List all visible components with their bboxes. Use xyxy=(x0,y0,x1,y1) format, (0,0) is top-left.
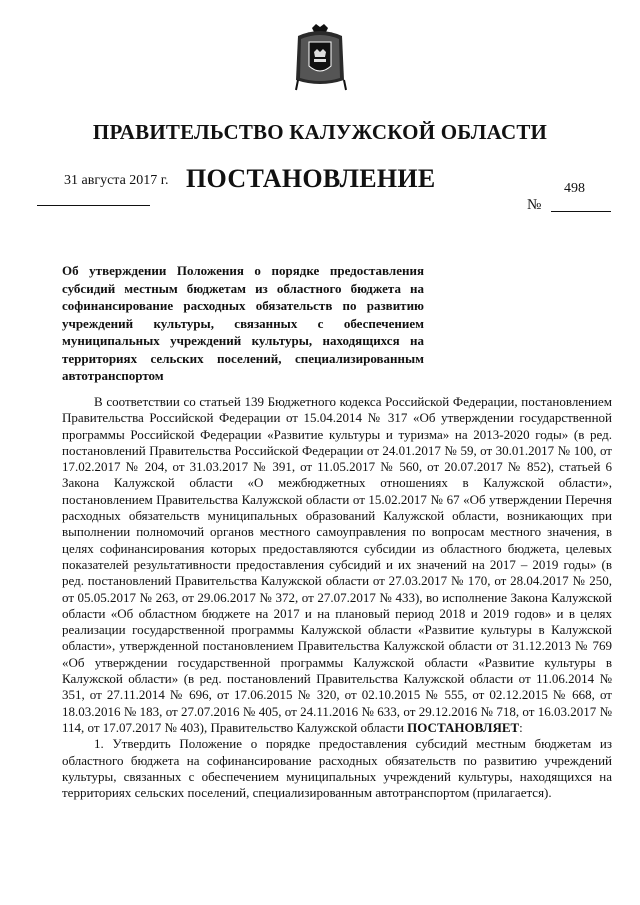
decree-word: ПОСТАНОВЛЯЕТ xyxy=(407,719,520,735)
number-underline xyxy=(551,211,611,212)
date-underline xyxy=(37,205,150,206)
document-kind-title: ПОСТАНОВЛЕНИЕ xyxy=(186,164,436,193)
document-date: 31 августа 2017 г. xyxy=(64,173,169,188)
document-body xyxy=(62,394,612,801)
number-sign: № xyxy=(527,197,542,213)
body-paragraph xyxy=(62,394,612,736)
decree-colon: : xyxy=(519,719,523,735)
document-number: 498 xyxy=(564,181,585,196)
government-title: ПРАВИТЕЛЬСТВО КАЛУЖСКОЙ ОБЛАСТИ xyxy=(92,120,548,144)
body-paragraph: 1. Утвердить Положение о порядке предоставления субсидий местным бюджетам из областного бюджета на софинансирование расходных обязательств по развитию учреждений культуры, связанных с обеспечением муниципальных учреждений культуры, находящихся на территориях сельских поселений, специализированным автотранспортом (прилагается). xyxy=(62,736,612,801)
coat-of-arms-icon xyxy=(290,22,350,92)
document-subject: Об утверждении Положения о порядке предоставления субсидий местным бюджетам из областного бюджета на софинансирование расходных обязательств по развитию учреждений культуры, связанных с обеспечением муниципальных учреждений культуры, находящихся на территориях сельских поселений, специализированным автотранспортом xyxy=(62,263,424,383)
preamble-text: В соответствии со статьей 139 Бюджетного кодекса Российской Федерации, постановлением Правительства Российской Федерации от 15.04.2014 № 317 «Об утверждении государственной программы Российской Федерации «Развитие культуры и туризма» на 2013-2020 годы» (в ред. постановлений Правительства Российской Федерации от 24.01.2017 № 59, от 30.01.2017 № 100, от 17.02.2017 № 204, от 31.03.2017 № 391, от 11.05.2017 № 560, от 20.07.2017 № 852), статьей 6 Закона Калужской области «О межбюджетных отношениях в Калужской области», постановлением Правительства Калужской области от 15.02.2017 № 67 «Об утверждении Перечня расходных обязательств муниципальных образований Калужской области, возникающих при выполнении полномочий органов местного самоуправления по вопросам местного значения, в целях софинансирования которых предоставляются субсидии из областного бюджета, целевых показателей результативности предоставления субсидий и их значений на 2017 – 2019 годы» (в ред. постановлений Правительства Калужской области от 27.03.2017 № 170, от 28.04.2017 № 250, от 05.05.2017 № 263, от 29.06.2017 № 372, от 27.07.2017 № 433), во исполнение Закона Калужской области «Об областном бюджете на 2017 и на плановый период 2018 и 2019 годов» и в целях реализации государственной программы Калужской области «Развитие культуры в Калужской области», утвержденной постановлением Правительства Калужской области от 31.12.2013 № 769 «Об утверждении государственной программы Калужской области «Развитие культуры в Калужской области» (в ред. постановлений Правительства Калужской области от 11.06.2014 № 351, от 27.11.2014 № 696, от 17.06.2015 № 320, от 02.10.2015 № 555, от 02.12.2015 № 668, от 18.03.2016 № 183, от 27.07.2016 № 405, от 24.11.2016 № 633, от 29.12.2016 № 718, от 16.03.2017 № 114, от 17.07.2017 № 403), Правительство Калужской области xyxy=(62,394,612,735)
